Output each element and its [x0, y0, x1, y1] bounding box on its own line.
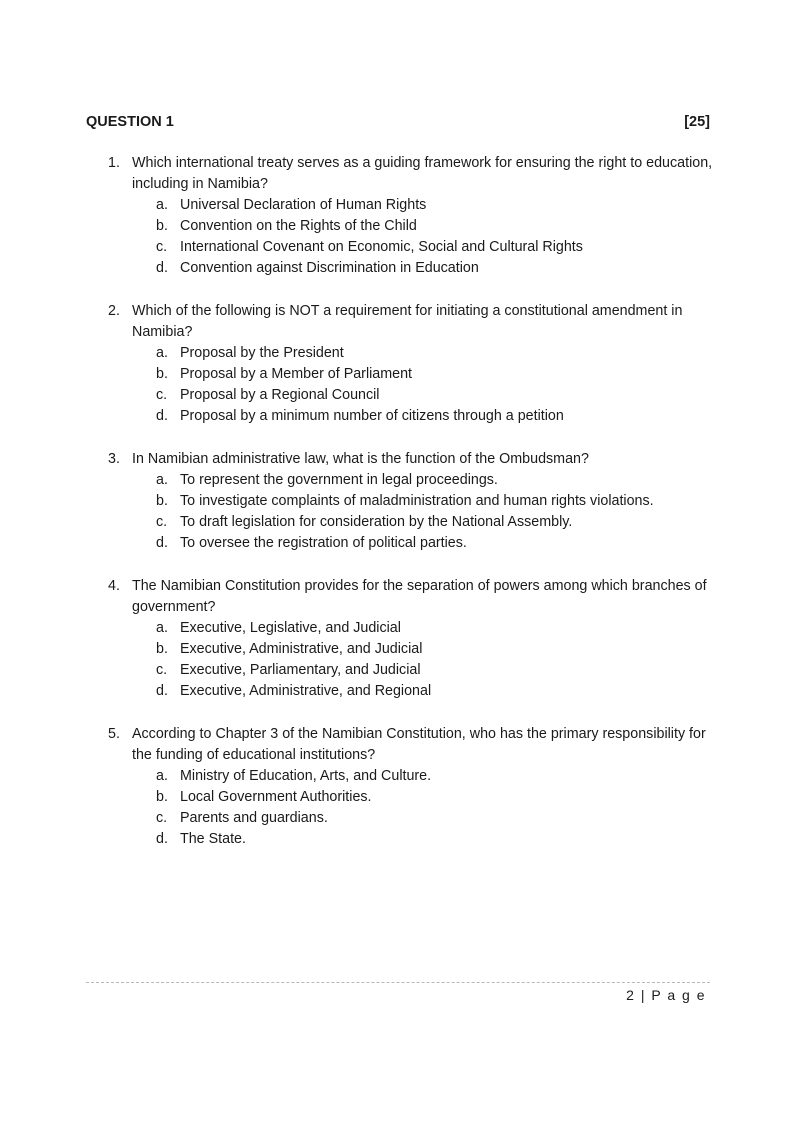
option-text: To investigate complaints of maladministration and human rights violations.: [180, 493, 654, 509]
option-list: [108, 618, 718, 702]
option-text: Executive, Administrative, and Regional: [180, 683, 432, 699]
question-text: The Namibian Constitution provides for the separation of powers among which branches of government?: [132, 578, 707, 615]
option-item: [108, 681, 718, 702]
question-text: According to Chapter 3 of the Namibian Constitution, who has the primary responsibility for the funding of educational institutions?: [132, 726, 706, 763]
option-item: [108, 512, 718, 533]
question-number: 4.: [108, 578, 120, 594]
option-list: [108, 343, 718, 427]
option-letter: d.: [156, 535, 168, 551]
question-stem: [108, 576, 718, 618]
option-letter: a.: [156, 768, 168, 784]
question-item: [108, 301, 718, 427]
option-text: International Covenant on Economic, Social and Cultural Rights: [180, 239, 583, 255]
option-item: [108, 258, 718, 279]
option-item: [108, 491, 718, 512]
question-item: [108, 449, 718, 554]
question-header: [86, 112, 710, 132]
option-letter: d.: [156, 408, 168, 424]
question-number: 3.: [108, 451, 120, 467]
option-letter: b.: [156, 641, 168, 657]
option-text: To represent the government in legal proceedings.: [180, 472, 498, 488]
option-text: Universal Declaration of Human Rights: [180, 197, 427, 213]
option-item: [108, 829, 718, 850]
option-letter: c.: [156, 239, 168, 255]
option-letter: b.: [156, 218, 168, 234]
option-letter: c.: [156, 387, 168, 403]
question-item: [108, 724, 718, 850]
option-text: To oversee the registration of political parties.: [180, 535, 467, 551]
question-item: [108, 153, 718, 279]
option-item: [108, 385, 718, 406]
option-letter: d.: [156, 683, 168, 699]
option-item: [108, 237, 718, 258]
option-letter: c.: [156, 514, 168, 530]
option-letter: b.: [156, 366, 168, 382]
option-letter: d.: [156, 831, 168, 847]
option-item: [108, 787, 718, 808]
option-item: [108, 660, 718, 681]
question-number: 1.: [108, 155, 120, 171]
option-letter: b.: [156, 789, 168, 805]
option-text: Executive, Administrative, and Judicial: [180, 641, 423, 657]
option-letter: c.: [156, 810, 168, 826]
question-number: 2.: [108, 303, 120, 319]
option-letter: a.: [156, 345, 168, 361]
option-text: Proposal by a Member of Parliament: [180, 366, 413, 382]
option-text: Ministry of Education, Arts, and Culture.: [180, 768, 432, 784]
question-text: In Namibian administrative law, what is the function of the Ombudsman?: [132, 451, 589, 467]
option-letter: a.: [156, 197, 168, 213]
question-item: [108, 576, 718, 702]
option-item: [108, 470, 718, 491]
option-item: [108, 406, 718, 427]
option-item: [108, 766, 718, 787]
option-text: Executive, Parliamentary, and Judicial: [180, 662, 421, 678]
option-text: Executive, Legislative, and Judicial: [180, 620, 401, 636]
option-text: Parents and guardians.: [180, 810, 328, 826]
option-text: Proposal by a minimum number of citizens through a petition: [180, 408, 564, 424]
option-text: Proposal by a Regional Council: [180, 387, 380, 403]
page-number: 2 | P a g e: [626, 987, 706, 1003]
question-title: QUESTION 1: [86, 114, 174, 130]
option-letter: a.: [156, 620, 168, 636]
option-text: Convention against Discrimination in Education: [180, 260, 479, 276]
question-stem: [108, 153, 718, 195]
option-item: [108, 343, 718, 364]
option-item: [108, 216, 718, 237]
option-item: [108, 808, 718, 829]
option-item: [108, 195, 718, 216]
question-stem: [108, 301, 718, 343]
option-text: Local Government Authorities.: [180, 789, 372, 805]
question-text: Which international treaty serves as a guiding framework for ensuring the right to education, including in Namibia?: [132, 155, 713, 192]
option-text: Convention on the Rights of the Child: [180, 218, 417, 234]
option-item: [108, 533, 718, 554]
option-item: [108, 364, 718, 385]
question-stem: [108, 724, 718, 766]
option-letter: a.: [156, 472, 168, 488]
option-item: [108, 639, 718, 660]
option-letter: c.: [156, 662, 168, 678]
option-item: [108, 618, 718, 639]
option-text: The State.: [180, 831, 246, 847]
option-text: Proposal by the President: [180, 345, 344, 361]
option-list: [108, 766, 718, 850]
option-text: To draft legislation for consideration by the National Assembly.: [180, 514, 573, 530]
option-list: [108, 470, 718, 554]
option-letter: b.: [156, 493, 168, 509]
question-stem: [108, 449, 718, 470]
question-list: [108, 153, 718, 872]
question-marks: [25]: [684, 114, 710, 130]
footer-divider: [86, 982, 710, 983]
option-list: [108, 195, 718, 279]
question-number: 5.: [108, 726, 120, 742]
question-text: Which of the following is NOT a requirement for initiating a constitutional amendment in Namibia?: [132, 303, 683, 340]
option-letter: d.: [156, 260, 168, 276]
